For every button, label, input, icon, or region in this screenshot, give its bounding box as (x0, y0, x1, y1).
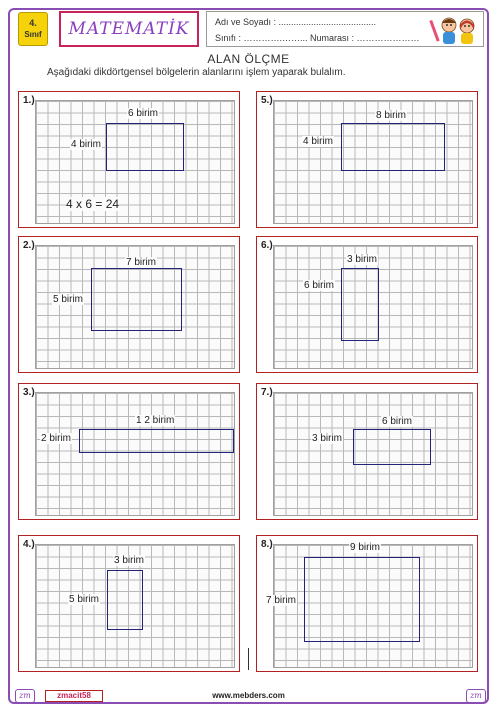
grade-badge (18, 12, 48, 46)
problem-panel-4 (18, 535, 240, 672)
subject-title-box (59, 11, 199, 47)
problem-number: 1.) (23, 95, 35, 106)
rectangle-shape (79, 429, 234, 453)
problem-panel-5 (256, 91, 478, 228)
problem-panel-6 (256, 236, 478, 373)
signature-text: zm (19, 691, 31, 700)
height-label: 6 birim (304, 280, 335, 291)
kids-illustration-icon (427, 14, 479, 46)
worksheet-title: ALAN ÖLÇME (207, 52, 290, 66)
problem-panel-3 (18, 383, 240, 520)
height-label: 4 birim (71, 139, 102, 150)
height-label: 5 birim (69, 594, 100, 605)
problem-number: 3.) (23, 387, 35, 398)
width-label: 6 birim (128, 108, 159, 119)
problem-panel-1 (18, 91, 240, 228)
example-calculation: 4 x 6 = 24 (66, 197, 120, 211)
problem-panel-2 (18, 236, 240, 373)
grade-word: Sınıf (24, 30, 42, 39)
subject-title: MATEMATİK (68, 19, 190, 39)
height-label: 7 birim (266, 595, 297, 606)
rectangle-shape (107, 570, 143, 630)
rectangle-shape (304, 557, 420, 642)
problem-number: 8.) (261, 539, 273, 550)
problem-number: 2.) (23, 240, 35, 251)
height-label: 3 birim (312, 433, 343, 444)
rectangle-shape (91, 268, 182, 331)
width-label: 6 birim (382, 416, 413, 427)
rectangle-shape (106, 123, 184, 171)
signature-text: zm (470, 691, 482, 700)
problem-number: 4.) (23, 539, 35, 550)
student-class-line: Sınıfı : ………….……... Numarası : ………………… (215, 33, 420, 43)
problem-number: 6.) (261, 240, 273, 251)
height-label: 4 birim (303, 136, 334, 147)
rectangle-shape (341, 123, 445, 171)
width-label: 7 birim (126, 257, 157, 268)
width-label: 3 birim (114, 555, 145, 566)
signature-logo-right (466, 689, 486, 703)
worksheet-instruction: Aşağıdaki dikdörtgensel bölgelerin alanlarını işlem yaparak bulalım. (47, 67, 346, 78)
website-link[interactable]: www.mebders.com (212, 691, 285, 700)
problem-panel-7 (256, 383, 478, 520)
student-info-box (206, 11, 484, 47)
student-name-line: Adı ve Soyadı : ....................................... (215, 17, 377, 27)
problem-number: 5.) (261, 95, 273, 106)
author-tag-text: zmacit58 (57, 691, 91, 700)
problem-panel-8 (256, 535, 478, 672)
width-label: 1 2 birim (136, 415, 175, 426)
width-label: 9 birim (350, 542, 381, 553)
height-label: 2 birim (41, 433, 72, 444)
width-label: 8 birim (376, 110, 407, 121)
square-grid (35, 392, 235, 516)
problem-number: 7.) (261, 387, 273, 398)
rectangle-shape (341, 268, 379, 341)
height-label: 5 birim (53, 294, 84, 305)
center-divider (248, 648, 249, 670)
grade-number: 4. (29, 18, 37, 28)
rectangle-shape (353, 429, 431, 465)
width-label: 3 birim (347, 254, 378, 265)
